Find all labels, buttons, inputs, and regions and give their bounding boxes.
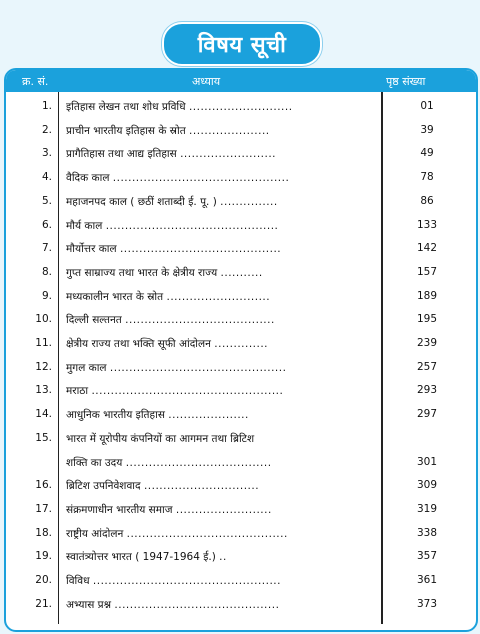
- toc-row-number: 11.: [35, 337, 52, 349]
- toc-row-title: [66, 479, 259, 493]
- toc-row-title-text: प्रागैतिहास तथा आद्य इतिहास: [66, 148, 177, 161]
- toc-row-title-text: ब्रिटिश उपनिवेशवाद: [66, 480, 141, 493]
- toc-row-leader-dots: ...........................................: [114, 598, 280, 611]
- toc-row-title-text: मध्यकालीन भारत के स्रोत: [66, 290, 164, 303]
- toc-row: [6, 286, 476, 308]
- toc-row-leader-dots: .........................: [175, 503, 272, 516]
- toc-row-title-text: दिल्ली सल्तनत: [66, 314, 122, 327]
- toc-row-page: 309: [416, 479, 438, 492]
- toc-row-title: [66, 361, 286, 375]
- toc-row-number: 16.: [35, 479, 52, 492]
- toc-row-page: 338: [416, 526, 438, 539]
- toc-row-title-text: भारत में यूरोपीय कंपनियों का आगमन तथा ब्रिटिश: [66, 432, 255, 445]
- toc-row-title: [66, 550, 227, 564]
- toc-row-page: 86: [420, 194, 434, 207]
- toc-row-title: [66, 456, 272, 470]
- toc-row-leader-dots: ..................................................: [91, 385, 284, 398]
- toc-row-title: [66, 147, 276, 161]
- toc-row-title-text: मराठा: [66, 385, 89, 398]
- toc-row-title: [66, 100, 293, 114]
- toc-row-number: 5.: [41, 194, 52, 207]
- toc-row: [6, 96, 476, 118]
- toc-row-title: [66, 266, 263, 280]
- toc-row-title-text: आधुनिक भारतीय इतिहास: [66, 409, 165, 422]
- toc-row-number: 1.: [41, 100, 52, 112]
- header-chapter: अध्याय: [192, 75, 221, 88]
- toc-row-title-text: प्राचीन भारतीय इतिहास के स्रोत: [66, 124, 186, 137]
- toc-row-page: 157: [416, 265, 438, 278]
- toc-row-leader-dots: .....................: [168, 409, 249, 422]
- toc-row-page: 361: [416, 574, 438, 586]
- page-title: विषय सूची: [162, 22, 322, 66]
- toc-row-title-text: इतिहास लेखन तथा शोध प्रविधि: [66, 101, 186, 113]
- table-header: [6, 70, 476, 92]
- toc-row-title: [66, 171, 289, 185]
- toc-row-title: [66, 124, 270, 138]
- toc-row-number: 21.: [35, 597, 52, 610]
- toc-row: [6, 191, 476, 213]
- toc-row-title-text: मुगल काल: [66, 361, 107, 374]
- toc-row-title: [66, 503, 272, 517]
- toc-row-number: 3.: [41, 147, 52, 160]
- toc-row-number: 14.: [35, 408, 52, 421]
- toc-row-leader-dots: ..............................................: [112, 172, 290, 185]
- header-serial-number: क्र. सं.: [22, 75, 49, 88]
- toc-row-page: 293: [416, 384, 438, 397]
- toc-row-number: 20.: [35, 574, 52, 586]
- toc-row-title: [66, 432, 254, 446]
- toc-row-page: 39: [420, 123, 434, 136]
- toc-row: [6, 309, 476, 331]
- toc-row: [6, 262, 476, 284]
- toc-row: [6, 523, 476, 545]
- toc-row-number: 2.: [41, 123, 52, 136]
- toc-row-number: 19.: [35, 550, 52, 563]
- toc-row-title: [66, 598, 279, 612]
- toc-row-number: 17.: [35, 502, 52, 515]
- toc-row-leader-dots: ...............: [220, 195, 278, 208]
- toc-row-leader-dots: ..: [219, 551, 227, 564]
- toc-row-leader-dots: .......................................: [125, 314, 275, 327]
- toc-row-leader-dots: .........................: [180, 148, 277, 161]
- toc-row-title-text: शक्ति का उदय: [66, 456, 123, 469]
- toc-row: [6, 120, 476, 142]
- toc-row: [6, 570, 476, 592]
- toc-row-page: 257: [416, 360, 438, 373]
- toc-row-title-text: महाजनपद काल ( छठीं शताब्दी ई. पू. ): [66, 195, 217, 208]
- toc-row-number: 7.: [41, 242, 52, 255]
- toc-row-title: [66, 574, 281, 588]
- toc-row-title-text: क्षेत्रीय राज्य तथा भक्ति सूफी आंदोलन: [66, 338, 211, 350]
- toc-row-page: 01: [420, 100, 434, 112]
- toc-row: [6, 475, 476, 497]
- toc-row-leader-dots: ..............................................: [109, 361, 287, 374]
- toc-row-number: 15.: [35, 431, 52, 444]
- toc-row: [6, 143, 476, 165]
- toc-row: [6, 380, 476, 402]
- toc-row-page: 189: [416, 289, 438, 302]
- toc-row-page: 357: [416, 550, 438, 563]
- toc-row: [6, 404, 476, 426]
- toc-row-title: [66, 384, 283, 398]
- header-page-number: पृष्ठ संख्या: [386, 75, 426, 88]
- toc-row-title-text: संक्रमणाधीन भारतीय समाज: [66, 503, 173, 516]
- toc-row-page: 133: [416, 218, 438, 231]
- toc-row-leader-dots: ..........................................: [119, 243, 282, 256]
- toc-row-page: 78: [420, 171, 434, 184]
- toc-row-title-text: मौर्योत्तर काल: [66, 243, 117, 256]
- toc-row-number: 8.: [41, 265, 52, 278]
- toc-row-leader-dots: ..............................: [143, 480, 260, 493]
- toc-row-number: 4.: [41, 171, 52, 184]
- toc-row-number: 13.: [35, 384, 52, 397]
- toc-row-number: 12.: [35, 360, 52, 373]
- toc-row-title-text: गुप्त साम्राज्य तथा भारत के क्षेत्रीय राज्य: [66, 266, 218, 279]
- toc-row-title-text: राष्ट्रीय आंदोलन: [66, 527, 124, 540]
- toc-row-page: 319: [416, 502, 438, 515]
- table-of-contents: [4, 68, 478, 632]
- toc-row-title: [66, 219, 278, 233]
- toc-row-leader-dots: ..........................................: [126, 527, 288, 540]
- toc-row-leader-dots: ...........: [220, 266, 263, 279]
- toc-row-page: 49: [420, 147, 434, 160]
- toc-row-number: 10.: [35, 313, 52, 326]
- toc-row-page: 142: [416, 242, 438, 255]
- toc-row: [6, 215, 476, 237]
- toc-row-leader-dots: .....................: [189, 124, 270, 137]
- toc-row-page: 195: [416, 313, 438, 326]
- toc-row-title: [66, 408, 249, 422]
- toc-row-number: 9.: [41, 289, 52, 302]
- toc-row-number: 6.: [41, 218, 52, 231]
- toc-row-leader-dots: ...........................: [166, 290, 271, 303]
- toc-row: [6, 594, 476, 616]
- toc-row-leader-dots: .............................................: [105, 219, 279, 232]
- toc-row: [6, 452, 476, 474]
- toc-row-title: [66, 290, 270, 304]
- toc-row-page: 301: [416, 455, 438, 468]
- toc-row-page: 297: [416, 408, 438, 421]
- toc-row: [6, 546, 476, 568]
- toc-row-title-text: वैदिक काल: [66, 172, 110, 185]
- toc-row-title-text: विविध: [66, 575, 90, 587]
- toc-row-number: 18.: [35, 526, 52, 539]
- toc-row-title: [66, 337, 268, 351]
- toc-row: [6, 499, 476, 521]
- toc-row-title: [66, 242, 281, 256]
- toc-row-title-text: अभ्यास प्रश्न: [66, 598, 112, 611]
- toc-row-title-text: मौर्य काल: [66, 219, 103, 232]
- toc-row-leader-dots: .................................................: [92, 575, 281, 587]
- toc-row-title: [66, 195, 278, 209]
- toc-row-page: 239: [416, 337, 438, 349]
- toc-row-page: 373: [416, 597, 438, 610]
- toc-row: [6, 357, 476, 379]
- toc-row-title: [66, 527, 288, 541]
- toc-row: [6, 238, 476, 260]
- toc-row-leader-dots: ..............: [214, 338, 269, 350]
- toc-row-leader-dots: ......................................: [125, 456, 272, 469]
- toc-row: [6, 428, 476, 450]
- toc-row-leader-dots: ...........................: [188, 101, 293, 113]
- toc-row-title: [66, 313, 275, 327]
- toc-row-title-text: स्वातंत्र्योत्तर भारत ( 1947-1964 ई.): [66, 551, 216, 564]
- toc-row: [6, 333, 476, 355]
- toc-row: [6, 167, 476, 189]
